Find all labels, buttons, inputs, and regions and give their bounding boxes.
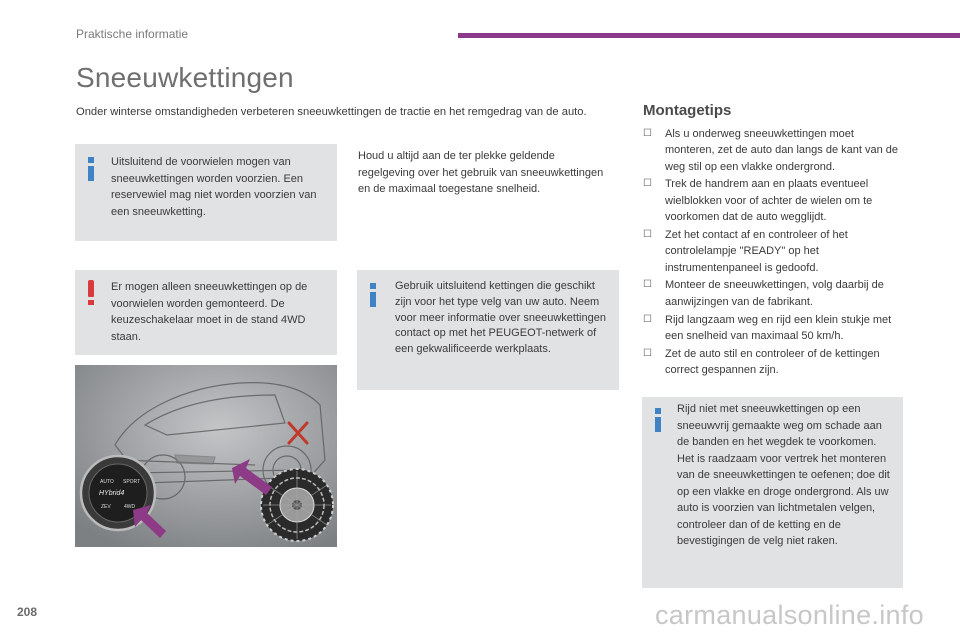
info-box-front-wheels: [75, 144, 337, 241]
header-accent-bar: [458, 33, 960, 38]
info-box-text: Rijd niet met sneeuwkettingen op een sneeuwvrij gemaakte weg om schade aan de banden en het wegdek te voorkomen. Het is raadzaam voor vertrek het monteren van de sneeuwkettingen te oefenen; doe dit op een vlakke en droge ondergrond. Als uw auto is voorzien van lichtmetalen velgen, controleer dan of de ketting en de bevestigingen de velg niet raken.: [677, 403, 890, 547]
list-item: ☐ Zet het contact af en controleer of het controlelampje "READY" op het instrumentenpaneel is gedoofd.: [643, 228, 848, 274]
list-item: ☐ Zet de auto stil en controleer of de kettingen correct gespannen zijn.: [643, 347, 880, 377]
tips-heading: Montagetips: [643, 102, 732, 119]
regulations-text: Houd u altijd aan de ter plekke geldende regelgeving over het gebruik van sneeuwkettingen en de maximaal toegestane snelheid.: [358, 150, 604, 195]
list-item: ☐ Als u onderweg sneeuwkettingen moet monteren, zet de auto dan langs de kant van de weg stil op een vlakke ondergrond.: [643, 128, 898, 173]
selector-label-sport: SPORT: [123, 479, 141, 485]
bullet-icon: ☐: [643, 313, 652, 325]
selector-logo: HYbrid4: [99, 490, 125, 497]
list-item: ☐ Monteer de sneeuwkettingen, volg daarbij de aanwijzingen van de fabrikant.: [643, 279, 884, 308]
section-label: Praktische informatie: [76, 27, 189, 41]
bullet-icon: ☐: [643, 178, 652, 190]
info-box-suitable-chains: [357, 270, 619, 390]
info-icon: [655, 408, 661, 432]
info-icon: [88, 157, 94, 181]
bullet-icon: ☐: [643, 128, 652, 139]
list-item: ☐ Trek de handrem aan en plaats eventueel wielblokken voor of achter de wielen om te voorkomen dat de auto wegglijdt.: [643, 178, 873, 224]
bullet-icon: ☐: [643, 279, 652, 291]
warning-box-front-wheels: [75, 270, 337, 355]
page-title: Sneeuwkettingen: [76, 62, 294, 93]
info-box-practice: [642, 397, 903, 588]
page-number: 208: [17, 605, 38, 619]
warning-icon: [88, 280, 94, 305]
intro-text: Onder winterse omstandigheden verbeteren sneeuwkettingen de tractie en het remgedrag van de auto.: [76, 106, 587, 118]
tips-list: [643, 126, 905, 380]
info-box-text: Uitsluitend de voorwielen mogen van sneeuwkettingen worden voorzien. Een reservewiel mag niet worden voorzien van een sneeuwketting.: [111, 156, 317, 218]
warning-box-text: Er mogen alleen sneeuwkettingen op de voorwielen worden gemonteerd. De keuzeschakelaar moet in de stand 4WD staan.: [111, 281, 308, 343]
car-and-chain-drawing: [75, 365, 337, 547]
snow-chain-illustration: [75, 365, 337, 547]
selector-label-zev: ZEV: [101, 504, 111, 510]
selector-label-auto: AUTO: [100, 479, 114, 485]
bullet-icon: ☐: [643, 228, 652, 240]
info-icon: [370, 283, 376, 307]
selector-label-4wd: 4WD: [124, 504, 136, 510]
chained-wheel: [261, 469, 333, 541]
watermark: carmanualsonline.info: [655, 600, 924, 630]
list-item: ☐ Rijd langzaam weg en rijd een klein stukje met een snelheid van maximaal 50 km/h.: [643, 313, 892, 342]
bullet-icon: ☐: [643, 347, 652, 359]
info-box-text: Gebruik uitsluitend kettingen die geschikt zijn voor het type velg van uw auto. Neem voor meer informatie over sneeuwkettingen contact op met het PEUGEOT-netwerk of een gekwalificeerde werkplaats.: [395, 280, 606, 356]
